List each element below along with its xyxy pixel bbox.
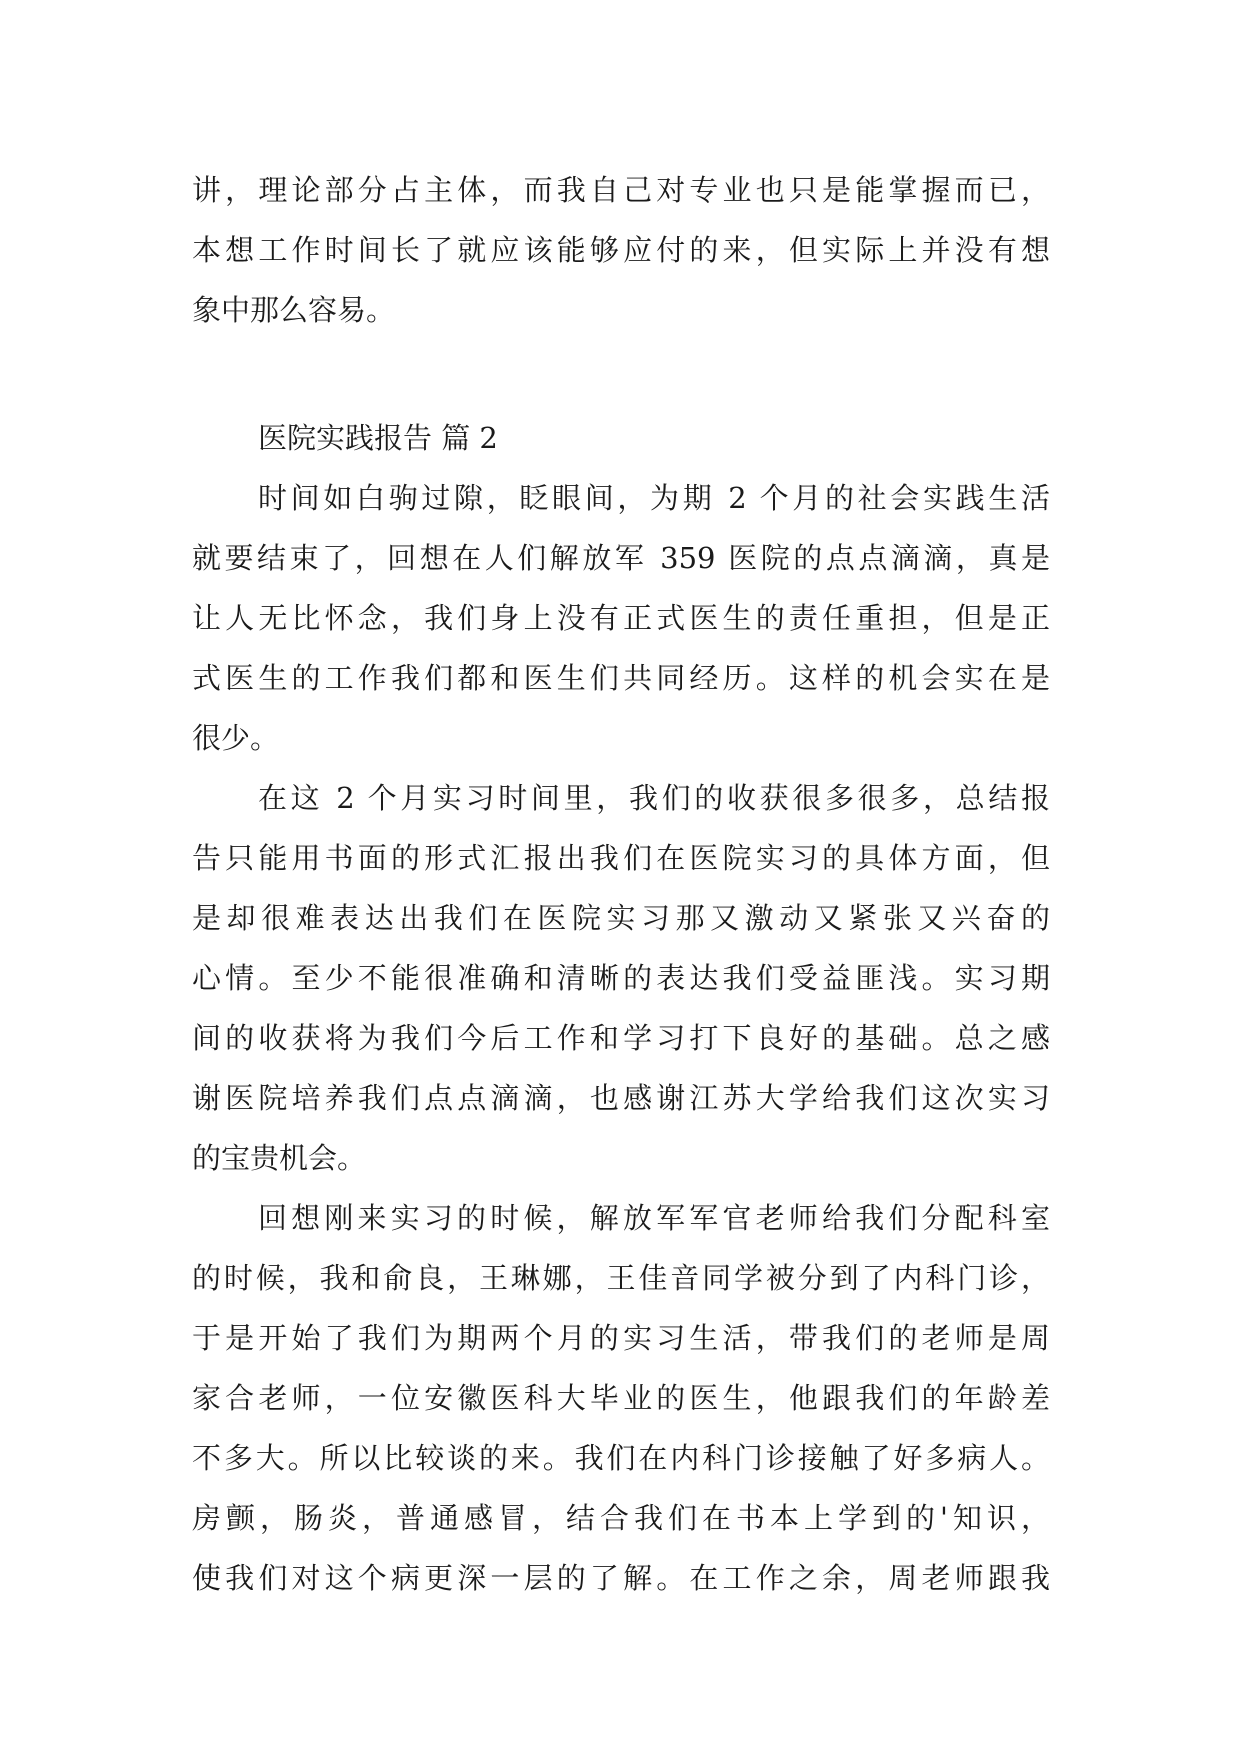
paragraph-line: 式医生的工作我们都和医生们共同经历。这样的机会实在是	[192, 661, 1050, 695]
paragraph-line: 象中那么容易。	[192, 293, 396, 327]
paragraph-line: 讲，理论部分占主体，而我自己对专业也只是能掌握而已，	[192, 173, 1050, 207]
paragraph-line: 于是开始了我们为期两个月的实习生活，带我们的老师是周	[192, 1321, 1050, 1355]
paragraph-line: 让人无比怀念，我们身上没有正式医生的责任重担，但是正	[192, 601, 1050, 635]
paragraph-line: 间的收获将为我们今后工作和学习打下良好的基础。总之感	[192, 1021, 1050, 1055]
paragraph-line: 本想工作时间长了就应该能够应付的来，但实际上并没有想	[192, 233, 1050, 267]
paragraph-line: 谢医院培养我们点点滴滴，也感谢江苏大学给我们这次实习	[192, 1081, 1050, 1115]
paragraph-line: 很少。	[192, 721, 280, 755]
paragraph-line: 回想刚来实习的时候，解放军军官老师给我们分配科室	[258, 1201, 1050, 1235]
paragraph-line: 在这 2 个月实习时间里，我们的收获很多很多，总结报	[258, 781, 1050, 815]
paragraph-line: 房颤，肠炎，普通感冒，结合我们在书本上学到的'知识，	[192, 1501, 1050, 1535]
paragraph-line: 心情。至少不能很准确和清晰的表达我们受益匪浅。实习期	[192, 961, 1050, 995]
paragraph-line: 时间如白驹过隙，眨眼间，为期 2 个月的社会实践生活	[258, 481, 1050, 515]
section-heading: 医院实践报告 篇 2	[258, 421, 498, 455]
paragraph-line: 就要结束了，回想在人们解放军 359 医院的点点滴滴，真是	[192, 541, 1050, 575]
paragraph-line: 是却很难表达出我们在医院实习那又激动又紧张又兴奋的	[192, 901, 1050, 935]
paragraph-line: 家合老师，一位安徽医科大毕业的医生，他跟我们的年龄差	[192, 1381, 1050, 1415]
paragraph-line: 告只能用书面的形式汇报出我们在医院实习的具体方面，但	[192, 841, 1050, 875]
paragraph-line: 的时候，我和俞良，王琳娜，王佳音同学被分到了内科门诊，	[192, 1261, 1050, 1295]
paragraph-line: 的宝贵机会。	[192, 1141, 367, 1175]
paragraph-line: 不多大。所以比较谈的来。我们在内科门诊接触了好多病人。	[192, 1441, 1050, 1475]
paragraph-line: 使我们对这个病更深一层的了解。在工作之余，周老师跟我	[192, 1561, 1050, 1595]
